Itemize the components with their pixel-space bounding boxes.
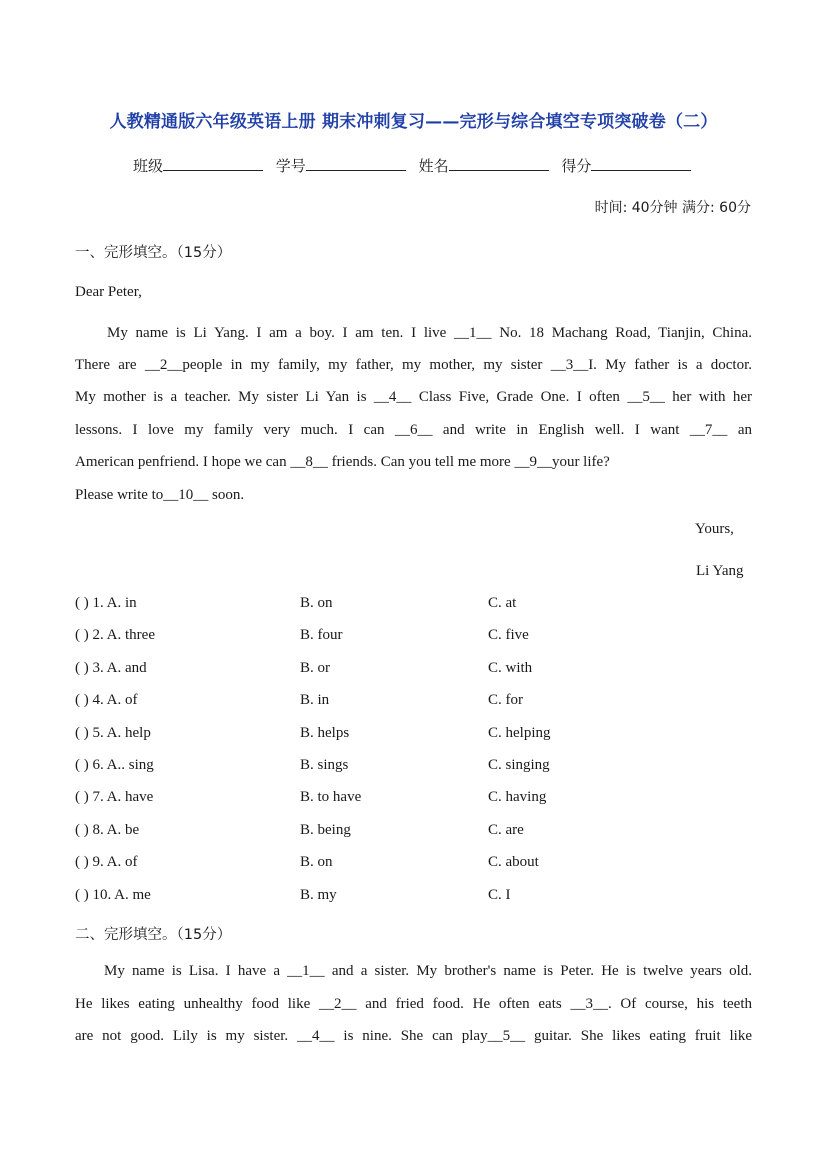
option-b: B. sings (300, 757, 349, 773)
class-label: 班级 (133, 157, 164, 175)
time-score-info: 时间: 40分钟 满分: 60分 (594, 200, 751, 216)
option-c: C. at (488, 595, 517, 611)
question-number[interactable]: ( ) 9. A. of (75, 854, 138, 870)
passage1-line: There are __2__people in my family, my father, my mother, my sister __3__I. My father is a doctor. (75, 357, 752, 373)
option-c: C. are (488, 822, 524, 838)
question-number[interactable]: ( ) 10. A. me (75, 887, 151, 903)
passage1-line: lessons. I love my family very much. I can __6__ and write in English well. I want __7__ an (75, 422, 752, 438)
name-blank[interactable] (449, 156, 549, 171)
score-blank[interactable] (591, 156, 691, 171)
passage1-line: American penfriend. I hope we can __8__ friends. Can you tell me more __9__your life? (75, 454, 610, 470)
question-number[interactable]: ( ) 5. A. help (75, 725, 151, 741)
passage2-line: are not good. Lily is my sister. __4__ is nine. She can play__5__ guitar. She likes eating fruit like (75, 1028, 752, 1044)
question-number[interactable]: ( ) 2. A. three (75, 627, 155, 643)
option-c: C. with (488, 660, 533, 676)
option-c: C. having (488, 789, 547, 805)
question-number[interactable]: ( ) 6. A.. sing (75, 757, 154, 773)
letter-signature: Li Yang (696, 563, 744, 579)
option-c: C. I (488, 887, 511, 903)
option-c: C. for (488, 692, 523, 708)
option-b: B. my (300, 887, 337, 903)
option-b: B. to have (300, 789, 362, 805)
passage1-line: Please write to__10__ soon. (75, 487, 245, 503)
option-b: B. in (300, 692, 330, 708)
passage2-line: He likes eating unhealthy food like __2__ and fried food. He often eats __3__. Of course, his teeth (75, 996, 752, 1012)
question-number[interactable]: ( ) 1. A. in (75, 595, 137, 611)
id-blank[interactable] (306, 156, 406, 171)
option-c: C. about (488, 854, 539, 870)
page-title: 人教精通版六年级英语上册 期末冲刺复习——完形与综合填空专项突破卷（二） (109, 112, 718, 132)
id-label: 学号 (275, 157, 306, 175)
question-number[interactable]: ( ) 8. A. be (75, 822, 140, 838)
section2-heading: 二、完形填空。（15分） (75, 927, 232, 943)
option-c: C. five (488, 627, 529, 643)
letter-greeting: Dear Peter, (75, 284, 142, 300)
question-number[interactable]: ( ) 3. A. and (75, 660, 147, 676)
name-label: 姓名 (418, 157, 449, 175)
student-info-row (133, 155, 699, 176)
score-label: 得分 (561, 157, 592, 175)
option-b: B. four (300, 627, 343, 643)
question-number[interactable]: ( ) 4. A. of (75, 692, 138, 708)
passage1-line: My name is Li Yang. I am a boy. I am ten. I live __1__ No. 18 Machang Road, Tianjin, China. (107, 325, 752, 341)
passage2-line: My name is Lisa. I have a __1__ and a sister. My brother's name is Peter. He is twelve years old. (104, 963, 752, 979)
option-c: C. helping (488, 725, 551, 741)
option-b: B. being (300, 822, 351, 838)
option-b: B. helps (300, 725, 350, 741)
question-number[interactable]: ( ) 7. A. have (75, 789, 154, 805)
option-b: B. on (300, 595, 333, 611)
option-c: C. singing (488, 757, 550, 773)
passage1-line: My mother is a teacher. My sister Li Yan is __4__ Class Five, Grade One. I often __5__ her with her (75, 389, 752, 405)
section1-heading: 一、完形填空。（15分） (75, 245, 232, 261)
option-b: B. on (300, 854, 333, 870)
option-b: B. or (300, 660, 330, 676)
letter-closing: Yours, (695, 521, 734, 537)
class-blank[interactable] (163, 156, 263, 171)
